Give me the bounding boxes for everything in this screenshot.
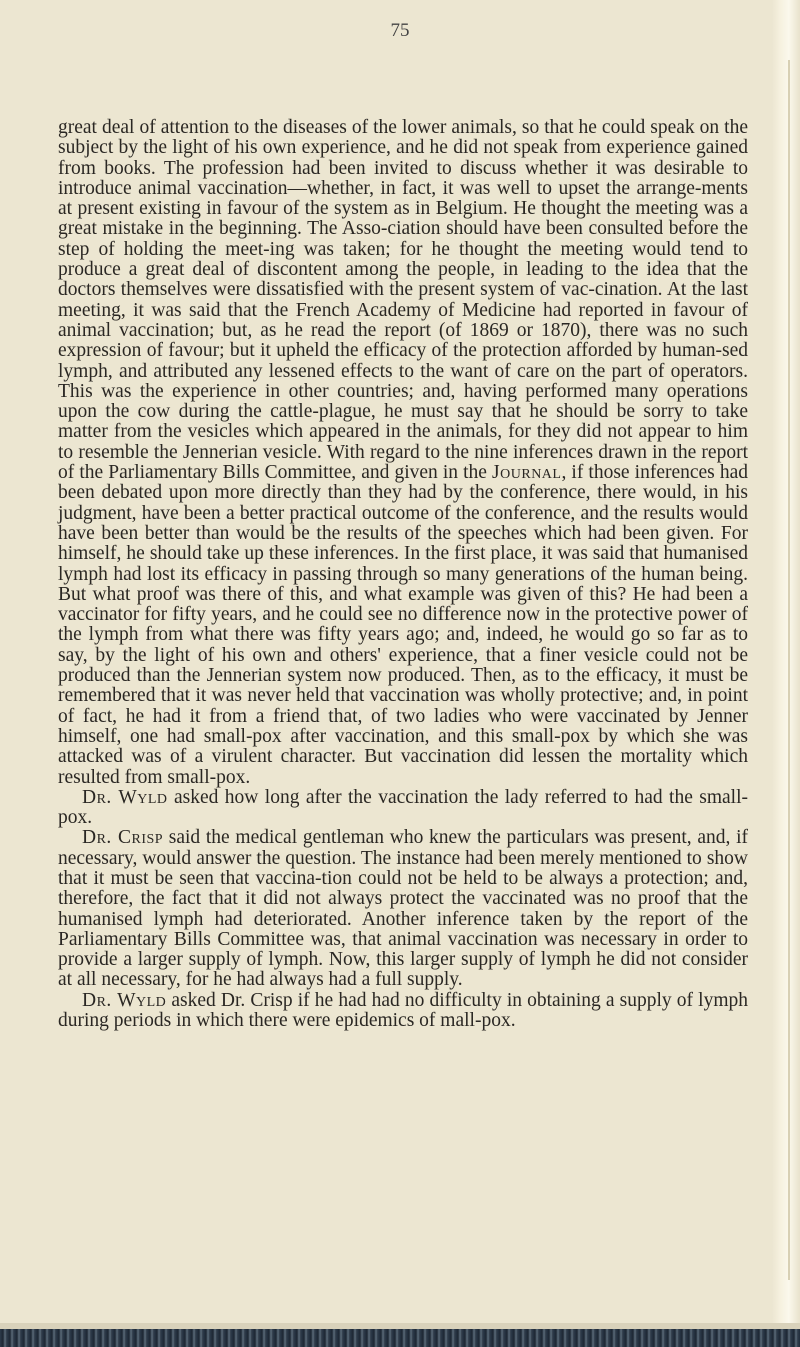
paragraph-1: [58, 118, 748, 788]
speaker-name: Dr. Wyld: [82, 989, 167, 1011]
page-edge: [772, 0, 800, 1347]
paragraph-4: [58, 991, 748, 1032]
journal-name: Journal: [492, 462, 562, 484]
scan-edge-strip: [0, 1329, 800, 1347]
speaker-name: Dr. Wyld: [82, 786, 168, 808]
paragraph-3: [58, 828, 748, 990]
paragraph-1-continued: , if those inferences had been debated upon more directly than they had by the conference, there would, in his judgment, have been a better practical outcome of the conference, and the results would have been better than would be the results of the speeches which had been given. For himself, he should take up these inferences. In the first place, it was said that humanised lymph had lost its efficacy in passing through so many generations of the human being. But what proof was there of this, and what example was given of this? He had been a vaccinator for fifty years, and he could see no difference now in the protective power of the lymph from what there was fifty years ago; and, indeed, he would go so far as to say, by the light of his own and others' experience, that a finer vesicle could not be produced than the Jennerian system now produced. Then, as to the efficacy, it must be remembered that it was never held that vaccination was wholly protective; and, in point of fact, he had it from a friend that, of two ladies who were vaccinated by Jenner himself, one had small-pox after vaccination, and this small-pox by which she was attacked was of a virulent character. But vaccination did lessen the mortality which resulted from small-pox.: [58, 462, 749, 788]
paragraph-3-text: said the medical gentleman who knew the particulars was present, and, if necessary, would answer the question. The instance had been merely mentioned to show that it must be seen that vaccina-tion could not be held to be always a protection; and, therefore, the fact that it did not always protect the vaccinated was no proof that the humanised lymph had deteriorated. Another inference taken by the report of the Parliamentary Bills Committee was, that animal vaccination was necessary in order to provide a larger supply of lymph. Now, this larger supply of lymph he did not consider at all necessary, for he had always had a full supply.: [58, 827, 749, 991]
paragraph-1-text: great deal of attention to the diseases of the lower animals, so that he could speak on the subject by the light of his own experience, and he did not speak from experience gained from books. The profession had been invited to discuss whether it was desirable to introduce animal vaccination—whether, in fact, it was well to upset the arrange-ments at present existing in favour of the system as in Belgium. He thought the meeting was a great mistake in the beginning. The Asso-ciation should have been consulted before the step of holding the meet-ing was taken; for he thought the meeting would tend to produce a great deal of discontent among the people, in leading to the idea that the doctors themselves were dissatisfied with the present system of vac-cination. At the last meeting, it was said that the French Academy of Medicine had reported in favour of animal vaccination; but, as he read the report (of 1869 or 1870), there was no such expression of favour; but it upheld the efficacy of the protection afforded by human-sed lymph, and attributed any lessened effects to the want of care on the part of operators. This was the experience in other countries; and, having performed many operations upon the cow during the cattle-plague, he must say that he should be sorry to take matter from the vesicles which appeared in the animals, for they did not appear to him to resemble the Jennerian vesicle. With regard to the nine inferences drawn in the report of the Parliamentary Bills Committee, and given in the: [58, 117, 748, 484]
page-number: 75: [390, 20, 410, 41]
paragraph-2: [58, 788, 748, 829]
paragraph-2-text: asked how long after the vaccination the lady referred to had the small-pox.: [58, 786, 749, 829]
paragraph-4-text: asked Dr. Crisp if he had had no difficulty in obtaining a supply of lymph during periods in which there were epidemics of mall-pox.: [58, 989, 749, 1032]
speaker-name: Dr. Crisp: [82, 827, 164, 849]
body-text: [58, 118, 748, 1031]
gutter-line: [788, 60, 790, 1280]
